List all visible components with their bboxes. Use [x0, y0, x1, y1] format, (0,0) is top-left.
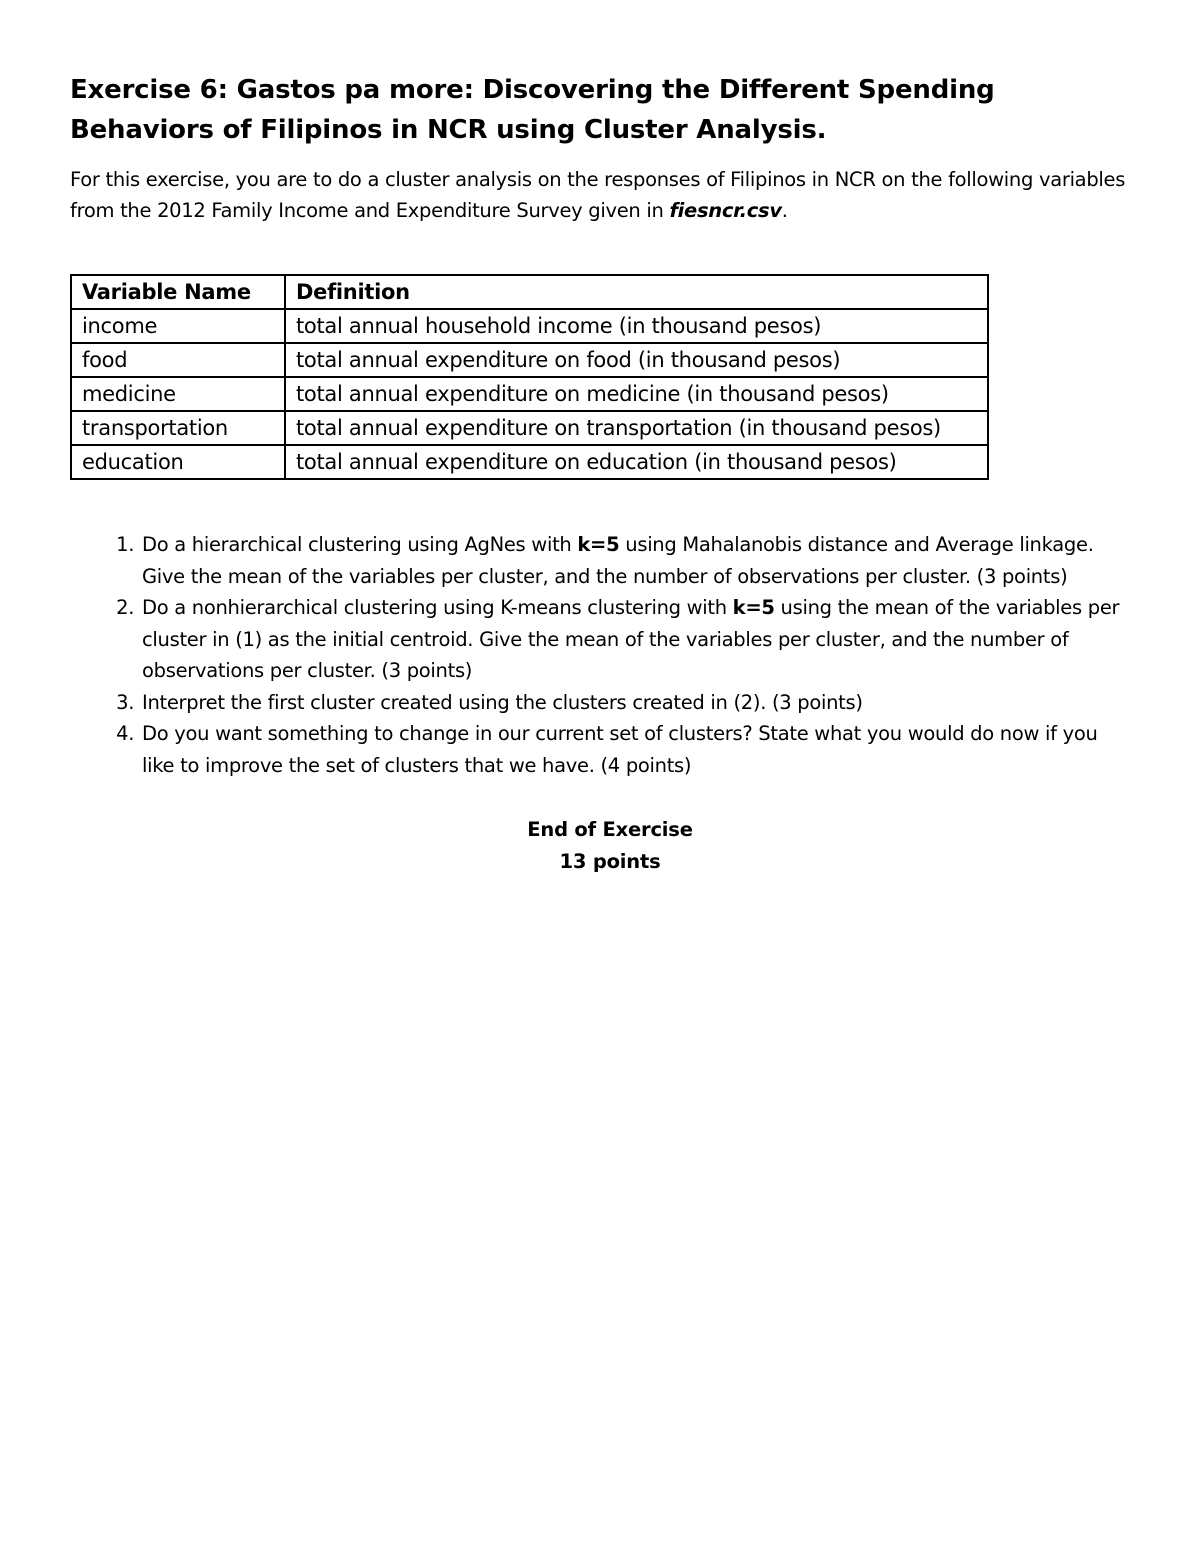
questions-list [70, 529, 1135, 781]
table-row [71, 309, 988, 343]
variable-definition-cell: total annual household income (in thousand pesos) [285, 309, 988, 343]
variable-name-cell: education [71, 445, 285, 479]
question-text: Do a hierarchical clustering using AgNes with [142, 533, 578, 556]
header-definition: Definition [285, 275, 988, 309]
question-text: Do a nonhierarchical clustering using K-means clustering with [142, 596, 733, 619]
document-page [70, 70, 1135, 877]
intro-period: . [781, 199, 788, 222]
question-item [140, 687, 1135, 719]
variable-name-cell: food [71, 343, 285, 377]
question-text: Interpret the first cluster created using the clusters created in (2). (3 points) [142, 690, 863, 714]
variable-definition-cell: total annual expenditure on education (in thousand pesos) [285, 445, 988, 479]
intro-text: For this exercise, you are to do a cluster analysis on the responses of Filipinos in NCR on the following variables from the 2012 Family Income and Expenditure Survey given in [70, 168, 1126, 222]
question-text: using Mahalanobis distance and Average linkage. Give the mean of the variables per cluster, and the number of observations per cluster. (3 points) [142, 533, 1094, 588]
data-file-name: fiesncr.csv [669, 199, 782, 222]
header-variable-name: Variable Name [71, 275, 285, 309]
table-row [71, 411, 988, 445]
total-points: 13 points [559, 849, 661, 873]
question-text: using the mean of the variables per cluster in (1) as the initial centroid. Give the mean of the variables per cluster, and the number of observations per cluster. (3 points) [142, 596, 1120, 682]
question-item [140, 718, 1135, 781]
table-header-row [71, 275, 988, 309]
variables-table [70, 274, 989, 480]
table-row [71, 445, 988, 479]
variable-name-cell: transportation [71, 411, 285, 445]
question-k-value: k=5 [732, 596, 775, 619]
question-text: Do you want something to change in our current set of clusters? State what you would do now if you like to improve the set of clusters that we have. (4 points) [142, 722, 1098, 777]
intro-paragraph [70, 164, 1135, 226]
variable-definition-cell: total annual expenditure on food (in thousand pesos) [285, 343, 988, 377]
variable-definition-cell: total annual expenditure on medicine (in thousand pesos) [285, 377, 988, 411]
exercise-title: Exercise 6: Gastos pa more: Discovering the Different Spending Behaviors of Filipinos in NCR using Cluster Analysis. [70, 75, 995, 145]
end-of-exercise [70, 814, 1150, 877]
table-row [71, 377, 988, 411]
question-item [140, 592, 1135, 687]
question-k-value: k=5 [577, 533, 620, 556]
variable-name-cell: income [71, 309, 285, 343]
variable-definition-cell: total annual expenditure on transportation (in thousand pesos) [285, 411, 988, 445]
end-label: End of Exercise [527, 818, 693, 841]
variable-name-cell: medicine [71, 377, 285, 411]
table-row [71, 343, 988, 377]
question-item [140, 529, 1135, 592]
